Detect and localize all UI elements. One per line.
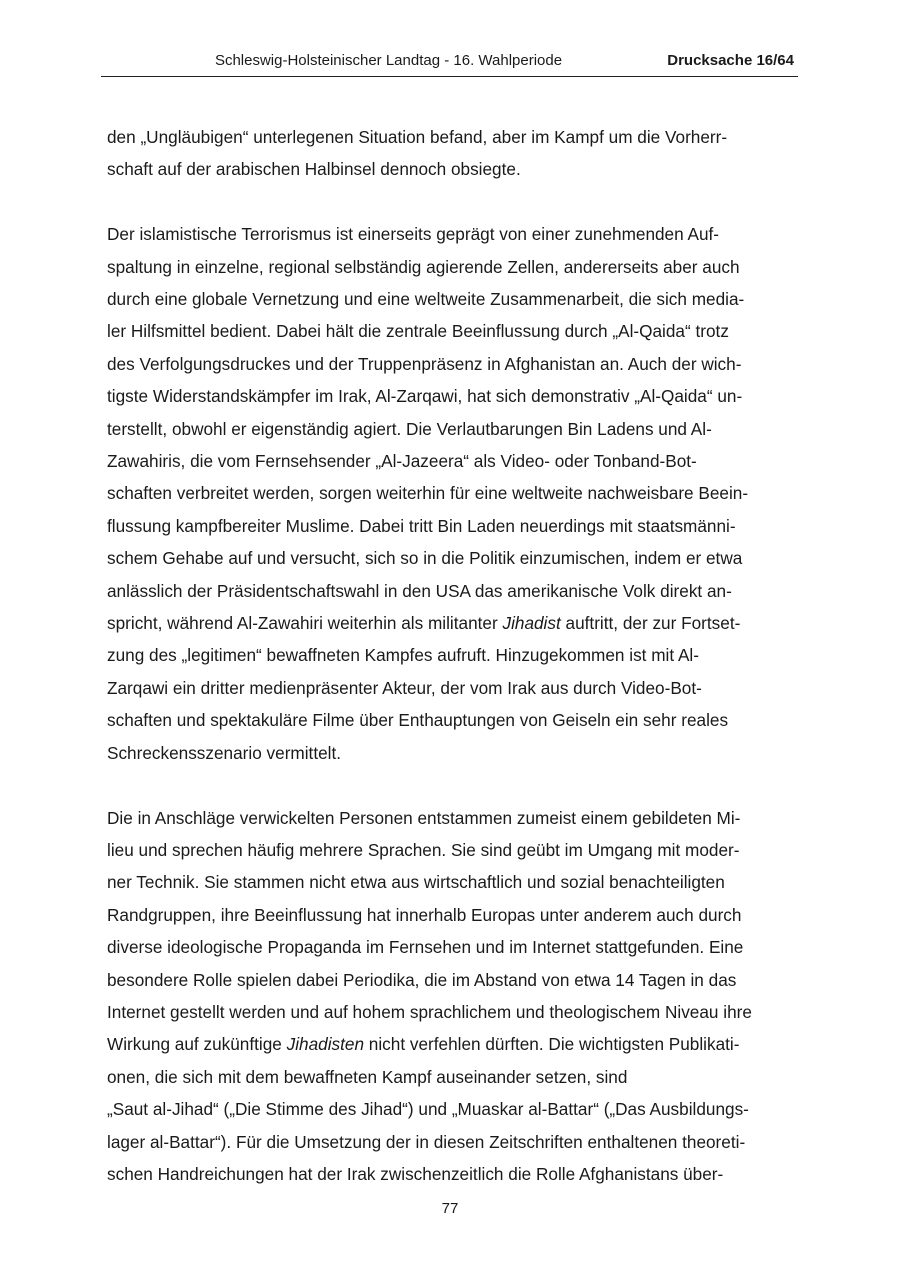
paragraph xyxy=(107,218,797,769)
italic-term: Jihadist xyxy=(502,613,561,634)
text-segment: Der islamistische Terrorismus ist einerseits geprägt von einer zunehmenden Auf- xyxy=(107,224,720,245)
text-segment: Zawahiris, die vom Fernsehsender „Al-Jazeera“ als Video- oder Tonband-Bot- xyxy=(107,451,697,472)
text-segment: schen Handreichungen hat der Irak zwischenzeitlich die Rolle Afghanistans über- xyxy=(107,1163,724,1184)
text-line xyxy=(107,218,797,250)
text-segment: den „Ungläubigen“ unterlegenen Situation befand, aber im Kampf um die Vorherr- xyxy=(107,127,728,147)
text-segment: des Verfolgungsdruckes und der Truppenpräsenz in Afghanistan an. Auch der wich- xyxy=(107,353,742,374)
text-segment: schaften und spektakuläre Filme über Enthauptungen von Geiseln ein sehr reales xyxy=(107,710,729,731)
text-segment: auftritt, der zur Fortset- xyxy=(560,613,741,634)
text-segment: ner Technik. Sie stammen nicht etwa aus wirtschaftlich und sozial benachteiligten xyxy=(107,872,725,893)
text-segment: anlässlich der Präsidentschaftswahl in den USA das amerikanische Volk direkt an- xyxy=(107,580,732,601)
text-line xyxy=(107,413,797,445)
text-segment: besondere Rolle spielen dabei Periodika, die im Abstand von etwa 14 Tagen in das xyxy=(107,969,737,990)
text-segment: Zarqawi ein dritter medienpräsenter Akteur, der vom Irak aus durch Video-Bot- xyxy=(107,677,702,698)
body-text xyxy=(107,121,797,1190)
text-line xyxy=(107,802,797,834)
text-line xyxy=(107,315,797,347)
text-line xyxy=(107,1028,797,1060)
text-line xyxy=(107,899,797,931)
paragraph xyxy=(107,121,797,186)
text-line xyxy=(107,737,797,769)
text-line xyxy=(107,1093,797,1125)
text-segment: durch eine globale Vernetzung und eine weltweite Zusammenarbeit, die sich media- xyxy=(107,289,745,310)
text-line xyxy=(107,964,797,996)
text-line xyxy=(107,283,797,315)
text-line xyxy=(107,477,797,509)
text-line xyxy=(107,542,797,574)
header-document-number: Drucksache 16/64 xyxy=(667,52,794,69)
text-line xyxy=(107,866,797,898)
text-segment: lager al-Battar“). Für die Umsetzung der in diesen Zeitschriften enthaltenen theoreti- xyxy=(107,1131,746,1152)
text-line xyxy=(107,931,797,963)
text-segment: Internet gestellt werden und auf hohem sprachlichem und theologischem Niveau ihre xyxy=(107,1001,752,1022)
paragraph-gap xyxy=(107,769,797,801)
paragraph-gap xyxy=(107,186,797,218)
text-line xyxy=(107,639,797,671)
text-segment: terstellt, obwohl er eigenständig agiert. Die Verlautbarungen Bin Ladens und Al- xyxy=(107,418,712,439)
text-segment: lieu und sprechen häufig mehrere Sprachen. Sie sind geübt im Umgang mit moder- xyxy=(107,839,740,860)
paragraph xyxy=(107,802,797,1191)
text-segment: Wirkung auf zukünftige xyxy=(107,1034,287,1055)
text-line xyxy=(107,607,797,639)
text-line xyxy=(107,445,797,477)
header-title: Schleswig-Holsteinischer Landtag - 16. Wahlperiode xyxy=(214,52,563,69)
text-segment: spaltung in einzelne, regional selbständig agierende Zellen, andererseits aber auch xyxy=(107,256,740,277)
text-line xyxy=(107,121,797,153)
text-line xyxy=(107,834,797,866)
text-segment: diverse ideologische Propaganda im Fernsehen und im Internet stattgefunden. Eine xyxy=(107,937,744,958)
text-line xyxy=(107,251,797,283)
text-line xyxy=(107,575,797,607)
text-line xyxy=(107,704,797,736)
text-segment: schaften verbreitet werden, sorgen weiterhin für eine weltweite nachweisbare Beein- xyxy=(107,483,749,504)
text-line xyxy=(107,153,797,185)
page-number: 77 xyxy=(441,1200,459,1217)
text-line xyxy=(107,996,797,1028)
text-segment: onen, die sich mit dem bewaffneten Kampf auseinander setzen, sind xyxy=(107,1066,628,1087)
italic-term: Jihadisten xyxy=(286,1034,365,1055)
text-segment: nicht verfehlen dürften. Die wichtigsten Publikati- xyxy=(364,1034,740,1055)
text-segment: schaft auf der arabischen Halbinsel dennoch obsiegte. xyxy=(107,159,521,180)
text-segment: schem Gehabe auf und versucht, sich so in die Politik einzumischen, indem er etwa xyxy=(107,548,743,569)
text-segment: flussung kampfbereiter Muslime. Dabei tritt Bin Laden neuerdings mit staatsmänni- xyxy=(107,515,736,536)
text-line xyxy=(107,1061,797,1093)
text-line xyxy=(107,510,797,542)
text-line xyxy=(107,380,797,412)
text-segment: Schreckensszenario vermittelt. xyxy=(107,742,342,763)
page-header xyxy=(101,52,798,74)
text-segment: „Saut al-Jihad“ („Die Stimme des Jihad“) und „Muaskar al-Battar“ („Das Ausbildungs- xyxy=(107,1099,749,1120)
text-segment: tigste Widerstandskämpfer im Irak, Al-Zarqawi, hat sich demonstrativ „Al-Qaida“ un- xyxy=(107,386,743,407)
text-segment: spricht, während Al-Zawahiri weiterhin als militanter xyxy=(107,613,503,634)
text-line xyxy=(107,672,797,704)
text-segment: zung des „legitimen“ bewaffneten Kampfes aufruft. Hinzugekommen ist mit Al- xyxy=(107,645,699,666)
text-line xyxy=(107,1126,797,1158)
text-segment: Die in Anschläge verwickelten Personen entstammen zumeist einem gebildeten Mi- xyxy=(107,807,741,828)
header-rule xyxy=(101,76,798,77)
text-line xyxy=(107,348,797,380)
text-line xyxy=(107,1158,797,1190)
text-segment: ler Hilfsmittel bedient. Dabei hält die zentrale Beeinflussung durch „Al-Qaida“ trotz xyxy=(107,321,729,342)
text-segment: Randgruppen, ihre Beeinflussung hat innerhalb Europas unter anderem auch durch xyxy=(107,904,742,925)
